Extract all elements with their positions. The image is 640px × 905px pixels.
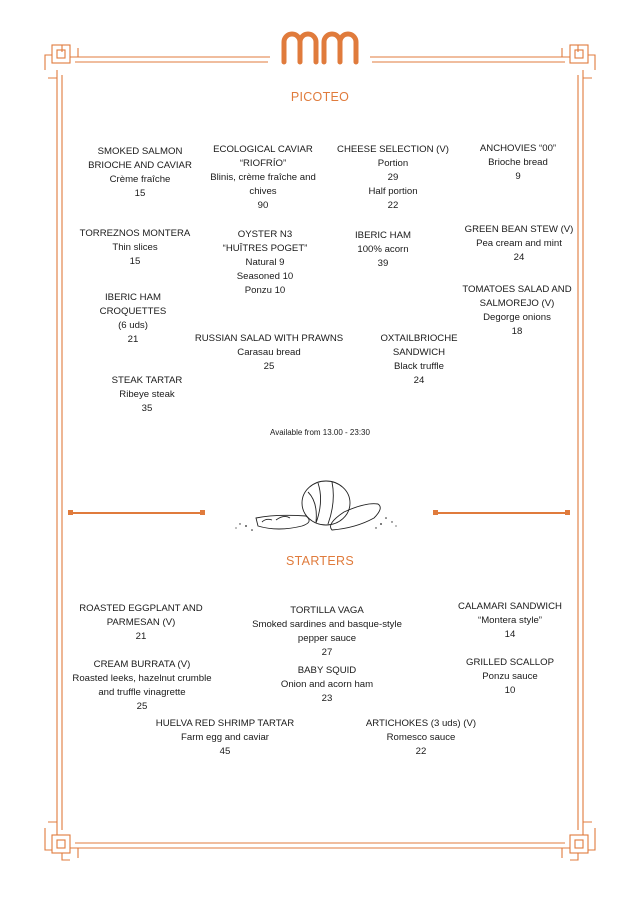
item-name: CHEESE SELECTION (V) xyxy=(337,144,449,155)
availability-note: Available from 13.00 - 23:30 xyxy=(270,428,370,437)
item-desc: 100% acorn xyxy=(357,244,409,255)
item-desc: Black truffle xyxy=(394,361,444,372)
item-price: 90 xyxy=(257,200,269,211)
item-name: ROASTED EGGPLANT AND PARMESAN (V) xyxy=(79,603,203,628)
item-name: HUELVA RED SHRIMP TARTAR xyxy=(155,718,295,729)
item-desc: Pea cream and mint xyxy=(476,238,562,249)
item-desc: Natural 9 Seasoned 10 Ponzu 10 xyxy=(236,257,294,296)
item-price: 45 xyxy=(219,746,231,757)
menu-item xyxy=(435,600,585,642)
item-desc: Portion 29 Half portion xyxy=(368,158,418,197)
item-price: 35 xyxy=(141,403,153,414)
menu-item xyxy=(308,229,458,271)
item-name: TORTILLA VAGA xyxy=(290,605,364,616)
item-price: 10 xyxy=(504,685,516,696)
item-name: CREAM BURRATA (V) xyxy=(93,659,191,670)
item-price: 15 xyxy=(129,256,141,267)
item-price: 21 xyxy=(127,334,139,345)
menu-item xyxy=(242,604,412,660)
menu-item xyxy=(150,717,300,759)
item-desc: Onion and acorn ham xyxy=(280,679,374,690)
logo-text: mm xyxy=(319,70,321,71)
section-title-picoteo: PICOTEO xyxy=(290,90,350,104)
item-name: ANCHOVIES “00” xyxy=(479,143,557,154)
item-name: CALAMARI SANDWICH xyxy=(458,601,562,612)
menu-item xyxy=(346,717,496,759)
item-desc: Brioche bread xyxy=(488,157,548,168)
item-price: 25 xyxy=(263,361,275,372)
menu-item xyxy=(344,332,494,388)
item-desc: (6 uds) xyxy=(118,320,148,331)
item-price: 24 xyxy=(513,252,525,263)
item-desc: Carasau bread xyxy=(237,347,301,358)
menu-item xyxy=(435,656,585,698)
menu-item xyxy=(58,291,208,347)
menu-item xyxy=(442,283,592,339)
item-name: IBERIC HAM CROQUETTES xyxy=(99,292,167,317)
item-name: IBERIC HAM xyxy=(355,230,411,241)
item-price: 39 xyxy=(377,258,389,269)
item-price: 15 xyxy=(134,188,146,199)
item-desc: Thin slices xyxy=(112,242,158,253)
item-price: 25 xyxy=(136,701,148,712)
menu-item xyxy=(62,658,222,714)
item-price: 9 xyxy=(515,171,521,182)
item-price: 14 xyxy=(504,629,516,640)
item-desc: Smoked sardines and basque-style pepper sauce xyxy=(252,619,402,644)
item-name: RUSSIAN SALAD WITH PRAWNS xyxy=(194,333,344,344)
separator-line xyxy=(72,512,202,514)
item-name: GREEN BEAN STEW (V) xyxy=(464,224,574,235)
item-desc: Crème fraîche xyxy=(109,174,171,185)
menu-item xyxy=(72,374,222,416)
item-name: BABY SQUID xyxy=(297,665,357,676)
item-price: 21 xyxy=(135,631,147,642)
menu-item xyxy=(252,664,402,706)
item-desc: Farm egg and caviar xyxy=(181,732,269,743)
menu-item xyxy=(444,223,594,265)
section-title-starters: STARTERS xyxy=(286,554,354,568)
item-name: ARTICHOKES (3 uds) (V) xyxy=(365,718,477,729)
item-desc: Romesco sauce xyxy=(386,732,456,743)
menu-item xyxy=(60,227,210,269)
item-name: STEAK TARTAR xyxy=(111,375,183,386)
item-name: GRILLED SCALLOP xyxy=(466,657,554,668)
separator-line xyxy=(437,512,567,514)
separator-dot xyxy=(200,510,205,515)
menu-item xyxy=(443,142,593,184)
item-price: 27 xyxy=(321,647,333,658)
item-desc: Roasted leeks, hazelnut crumble and truffle vinagrette xyxy=(72,673,212,698)
item-price: 18 xyxy=(511,326,523,337)
item-price: 22 xyxy=(387,200,399,211)
item-name: OYSTER N3 “HUÎTRES POGET” xyxy=(222,229,308,254)
item-name: ECOLOGICAL CAVIAR “RIOFRÍO” xyxy=(213,144,313,169)
menu-item xyxy=(188,143,338,213)
item-price: 23 xyxy=(321,693,333,704)
item-desc: Degorge onions xyxy=(483,312,551,323)
item-price: 24 xyxy=(413,375,425,386)
item-price: 22 xyxy=(415,746,427,757)
menu-item xyxy=(66,602,216,644)
item-desc: “Montera style” xyxy=(478,615,542,626)
separator-dot xyxy=(565,510,570,515)
menu-item xyxy=(194,332,344,374)
item-name: TORREZNOS MONTERA xyxy=(79,228,191,239)
item-desc: Ponzu sauce xyxy=(482,671,538,682)
item-name: SMOKED SALMON BRIOCHE AND CAVIAR xyxy=(88,146,192,171)
item-name: OXTAILBRIOCHE SANDWICH xyxy=(380,333,458,358)
item-name: TOMATOES SALAD AND SALMOREJO (V) xyxy=(462,284,572,309)
item-desc: Ribeye steak xyxy=(119,389,175,400)
brand-logo xyxy=(270,22,370,72)
item-desc: Blinis, crème fraîche and chives xyxy=(210,172,316,197)
vegetable-illustration xyxy=(226,478,406,536)
